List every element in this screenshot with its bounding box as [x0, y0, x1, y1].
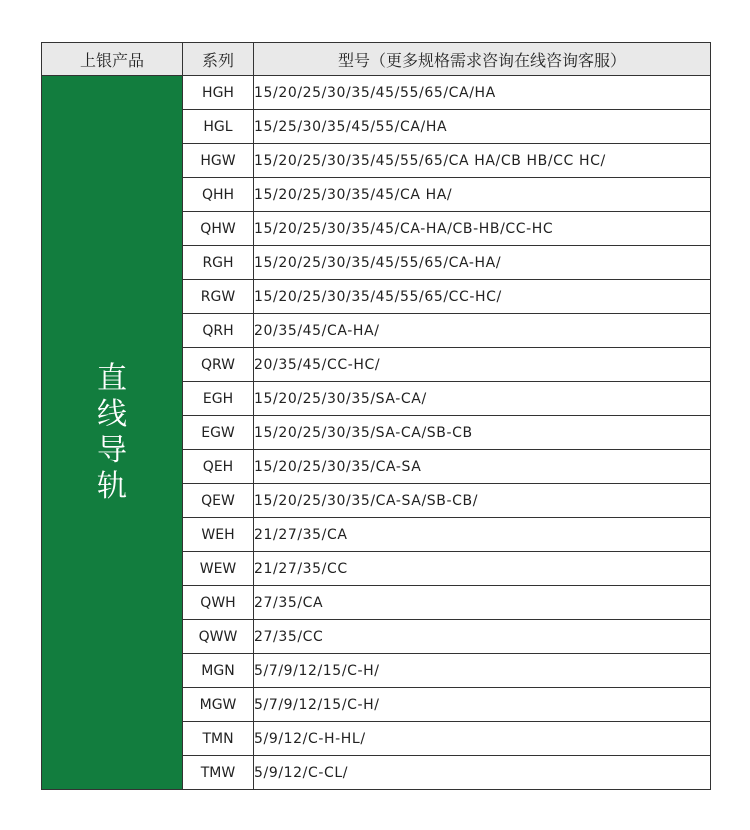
- models-cell: 5/7/9/12/15/C-H/: [254, 688, 711, 722]
- series-cell: MGW: [183, 688, 254, 722]
- table-body: [42, 76, 711, 790]
- models-cell: 15/20/25/30/35/45/55/65/CC-HC/: [254, 280, 711, 314]
- series-cell: QEH: [183, 450, 254, 484]
- series-cell: QHH: [183, 178, 254, 212]
- series-cell: QRH: [183, 314, 254, 348]
- series-cell: WEW: [183, 552, 254, 586]
- models-cell: 15/20/25/30/35/45/CA HA/: [254, 178, 711, 212]
- series-cell: WEH: [183, 518, 254, 552]
- models-cell: 15/20/25/30/35/CA-SA: [254, 450, 711, 484]
- models-cell: 5/9/12/C-H-HL/: [254, 722, 711, 756]
- header-row: [42, 43, 711, 76]
- series-cell: QWW: [183, 620, 254, 654]
- series-cell: QHW: [183, 212, 254, 246]
- category-cell: [42, 76, 183, 790]
- series-cell: RGW: [183, 280, 254, 314]
- models-cell: 15/20/25/30/35/CA-SA/SB-CB/: [254, 484, 711, 518]
- series-cell: HGW: [183, 144, 254, 178]
- series-cell: TMW: [183, 756, 254, 790]
- series-cell: MGN: [183, 654, 254, 688]
- models-cell: 15/20/25/30/35/SA-CA/: [254, 382, 711, 416]
- models-cell: 5/7/9/12/15/C-H/: [254, 654, 711, 688]
- models-cell: 15/20/25/30/35/45/55/65/CA-HA/: [254, 246, 711, 280]
- models-cell: 20/35/45/CC-HC/: [254, 348, 711, 382]
- models-cell: 5/9/12/C-CL/: [254, 756, 711, 790]
- models-cell: 15/20/25/30/35/45/CA-HA/CB-HB/CC-HC: [254, 212, 711, 246]
- series-cell: HGL: [183, 110, 254, 144]
- series-cell: EGW: [183, 416, 254, 450]
- series-cell: HGH: [183, 76, 254, 110]
- header-models: 型号（更多规格需求咨询在线咨询客服）: [254, 43, 711, 76]
- category-label: 直线导轨: [97, 360, 127, 504]
- models-cell: 21/27/35/CA: [254, 518, 711, 552]
- models-cell: 21/27/35/CC: [254, 552, 711, 586]
- series-cell: QWH: [183, 586, 254, 620]
- models-cell: 15/20/25/30/35/SA-CA/SB-CB: [254, 416, 711, 450]
- table-row: [42, 76, 711, 110]
- series-cell: QRW: [183, 348, 254, 382]
- models-cell: 27/35/CC: [254, 620, 711, 654]
- models-cell: 15/20/25/30/35/45/55/65/CA/HA: [254, 76, 711, 110]
- series-cell: QEW: [183, 484, 254, 518]
- models-cell: 15/20/25/30/35/45/55/65/CA HA/CB HB/CC HC/: [254, 144, 711, 178]
- models-cell: 20/35/45/CA-HA/: [254, 314, 711, 348]
- series-cell: RGH: [183, 246, 254, 280]
- models-cell: 27/35/CA: [254, 586, 711, 620]
- series-cell: EGH: [183, 382, 254, 416]
- models-cell: 15/25/30/35/45/55/CA/HA: [254, 110, 711, 144]
- header-brand: 上银产品: [42, 43, 183, 76]
- header-series: 系列: [183, 43, 254, 76]
- series-cell: TMN: [183, 722, 254, 756]
- spec-table: [41, 42, 711, 790]
